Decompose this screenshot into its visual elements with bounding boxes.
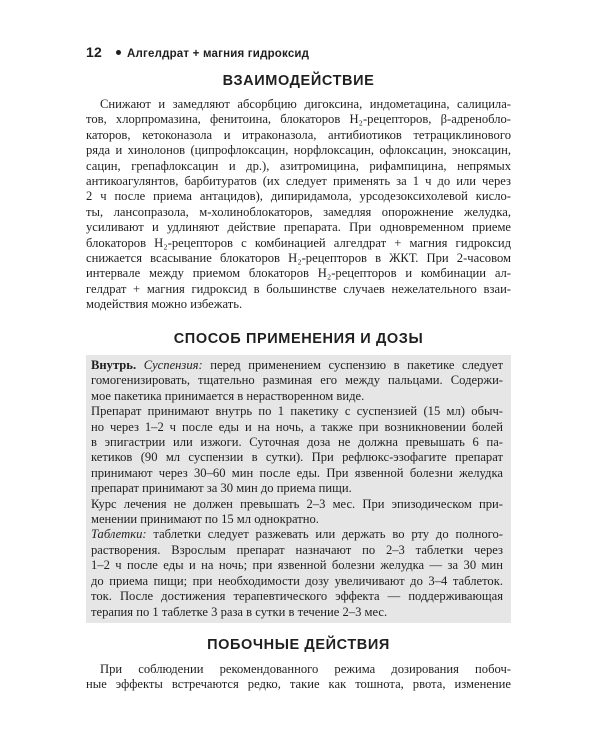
dosage-intro-line	[91, 358, 503, 373]
text-line: тов, хлорпромазина, фенитоина, блокаторов H₂-рецепторов, β-адренобло-	[86, 112, 511, 127]
text-line: менении принимают по 15 мл однократно.	[91, 512, 319, 527]
text-line: но через 1–2 ч после еды и на ночь, а также при возникновении болей	[91, 419, 503, 434]
text-line: снижается всасывание блокаторов H₂-рецепторов в ЖКТ. При 2-часовом	[86, 251, 511, 266]
text-line: до приема пищи; при необходимости дозу увеличивают до 3–4 таблеток.	[91, 573, 503, 588]
text-line: препарат принимают за 30 мин до приема пищи.	[91, 481, 352, 496]
text-line: сацин, грепафлоксацин и др.), азитромицина, рифампицина, непрямых	[86, 158, 511, 173]
dosage-text	[91, 358, 503, 620]
running-header	[86, 44, 309, 60]
running-title: Алгелдрат + магния гидроксид	[126, 48, 310, 60]
text-line: гомогенизировать, тщательно разминая его между пальцами. Содержи-	[91, 373, 503, 388]
text-line: ты, лансопразола, м-холиноблокаторов, замедляя опорожнение желудка,	[86, 204, 511, 219]
dosage-box	[86, 355, 511, 623]
text-line: принимают через 30–60 мин после еды. При язвенной болезни желудка	[91, 465, 503, 480]
text-line: Препарат принимают внутрь по 1 пакетику с суспензией (15 мл) обыч-	[91, 404, 503, 419]
bullet-icon	[116, 50, 121, 55]
text-line: в эпигастрии или изжоги. Суточная доза не должна превышать 6 па-	[91, 435, 503, 450]
text-line: Снижают и замедляют абсорбцию дигоксина, индометацина, салицила-	[100, 97, 511, 111]
side-effects-text	[86, 662, 511, 693]
text-line: При соблюдении рекомендованного режима дозирования побоч-	[100, 662, 511, 676]
text-line: Курс лечения не должен превышать 2–3 мес. При эпизодическом при-	[91, 496, 503, 511]
text-line: усиливают и удлиняют действие препарата. При одновременном приеме	[86, 220, 511, 235]
section-heading-dosage: СПОСОБ ПРИМЕНЕНИЯ И ДОЗЫ	[173, 331, 424, 347]
tablets-rest: таблетки следует разжевать или держать во рту до полного-	[153, 527, 503, 542]
text-line: 1–2 ч после еды и на ночь; при язвенной болезни желудка — за 30 мин	[91, 558, 503, 573]
text-line: гелдрат + магния гидроксид в большинстве случаев нежелательного взаи-	[86, 281, 511, 296]
text-line: каторов, кетоконазола и итраконазола, антибиотиков тетрациклинового	[86, 127, 511, 142]
interaction-text	[86, 97, 511, 313]
text-line: блокаторов H₂-рецепторов с комбинацией алгелдрат + магния гидроксид	[86, 235, 511, 250]
text-line: кетиков (90 мл суспензии в сутки). При рефлюкс-эзофагите препарат	[91, 450, 503, 465]
text-line: интервале между приемом блокаторов H₂-рецепторов и комбинации ал-	[86, 266, 511, 281]
section-heading-side-effects: ПОБОЧНЫЕ ДЕЙСТВИЯ	[207, 637, 390, 653]
route-label: Внутрь.	[91, 358, 137, 372]
text-line: ные эффекты встречаются редко, такие как тошнота, рвота, изменение	[86, 677, 511, 692]
text-line: ряда и хинолонов (ципрофлоксацин, норфлоксацин, офлоксацин, эноксацин,	[86, 143, 511, 158]
page-number: 12	[86, 44, 102, 60]
intro-rest: перед применением суспензию в пакетике следует	[210, 358, 503, 372]
text-line: ток. После достижения терапевтического эффекта — поддерживающая	[91, 589, 503, 604]
text-line: модействия можно избежать.	[86, 297, 243, 312]
text-line: терапия по 1 таблетке 3 раза в сутки в течение 2–3 мес.	[91, 604, 388, 619]
tablets-intro-line	[91, 527, 503, 542]
text-line: 2 ч после приема антацидов), дипиридамола, урсодезоксихолевой кисло-	[86, 189, 511, 204]
section-heading-interaction: ВЗАИМОДЕЙСТВИЕ	[222, 73, 375, 89]
text-line: антикоагулянтов, барбитуратов (их следует применять за 1 ч до или через	[86, 174, 511, 189]
form-label-suspension: Суспензия:	[143, 358, 203, 372]
form-label-tablets: Таблетки:	[91, 527, 147, 542]
text-line: мое пакетика принимается в нерастворенном виде.	[91, 388, 365, 403]
text-line: растворения. Взрослым препарат назначают по 2–3 таблетки через	[91, 542, 503, 557]
